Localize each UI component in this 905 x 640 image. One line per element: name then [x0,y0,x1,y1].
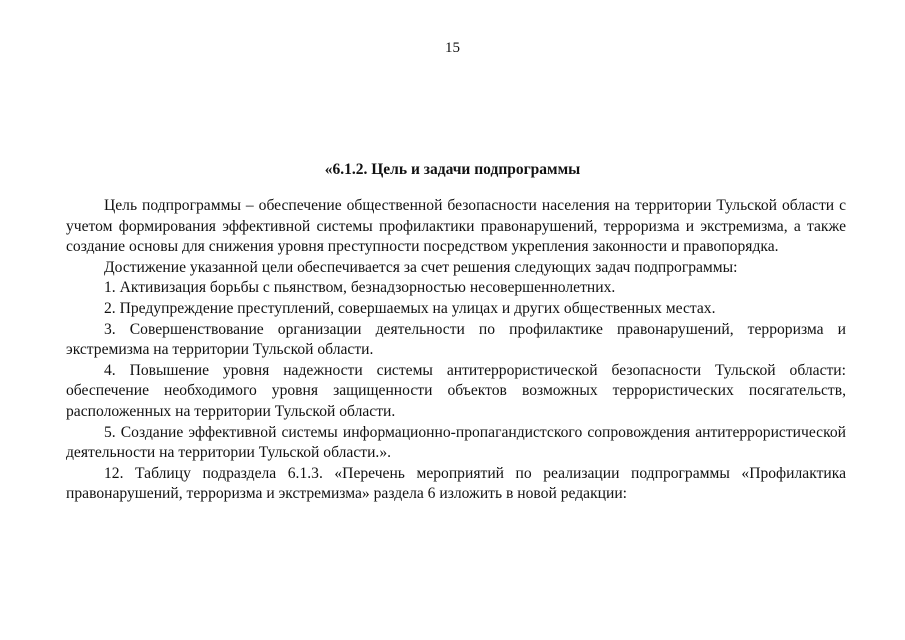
paragraph-item-12: 12. Таблицу подраздела 6.1.3. «Перечень мероприятий по реализации подпрограммы «Профилактика правонарушений, терроризма и экстремизма» раздела 6 изложить в новой редакции: [66,464,846,503]
paragraph-task-3: 3. Совершенствование организации деятельности по профилактике правонарушений, терроризма и экстремизма на территории Тульской области. [66,320,846,359]
paragraph-task-1: 1. Активизация борьбы с пьянством, безнадзорностью несовершеннолетних. [104,279,616,297]
section-heading: «6.1.2. Цель и задачи подпрограммы [324,161,581,178]
paragraph-goal: Цель подпрограммы – обеспечение общественной безопасности населения на территории Тульской области с учетом формирования эффективной системы профилактики правонарушений, терроризма и экстремизма, а также создание основы для снижения уровня преступности посредством укрепления законности и правопорядка. [66,197,846,256]
page-number: 15 [445,40,460,56]
paragraph-task-4: 4. Повышение уровня надежности системы антитеррористической безопасности Тульской области: обеспечение необходимого уровня защищенности объектов возможных террористических посягательств, расположенных на территории Тульской области. [66,361,846,420]
paragraph-tasks-intro: Достижение указанной цели обеспечивается за счет решения следующих задач подпрограммы: [104,258,738,276]
body-text [66,196,846,505]
paragraph-task-2: 2. Предупреждение преступлений, совершаемых на улицах и других общественных местах. [104,299,716,317]
paragraph-task-5: 5. Создание эффективной системы информационно-пропагандистского сопровождения антитеррористической деятельности на территории Тульской области.». [66,423,846,462]
